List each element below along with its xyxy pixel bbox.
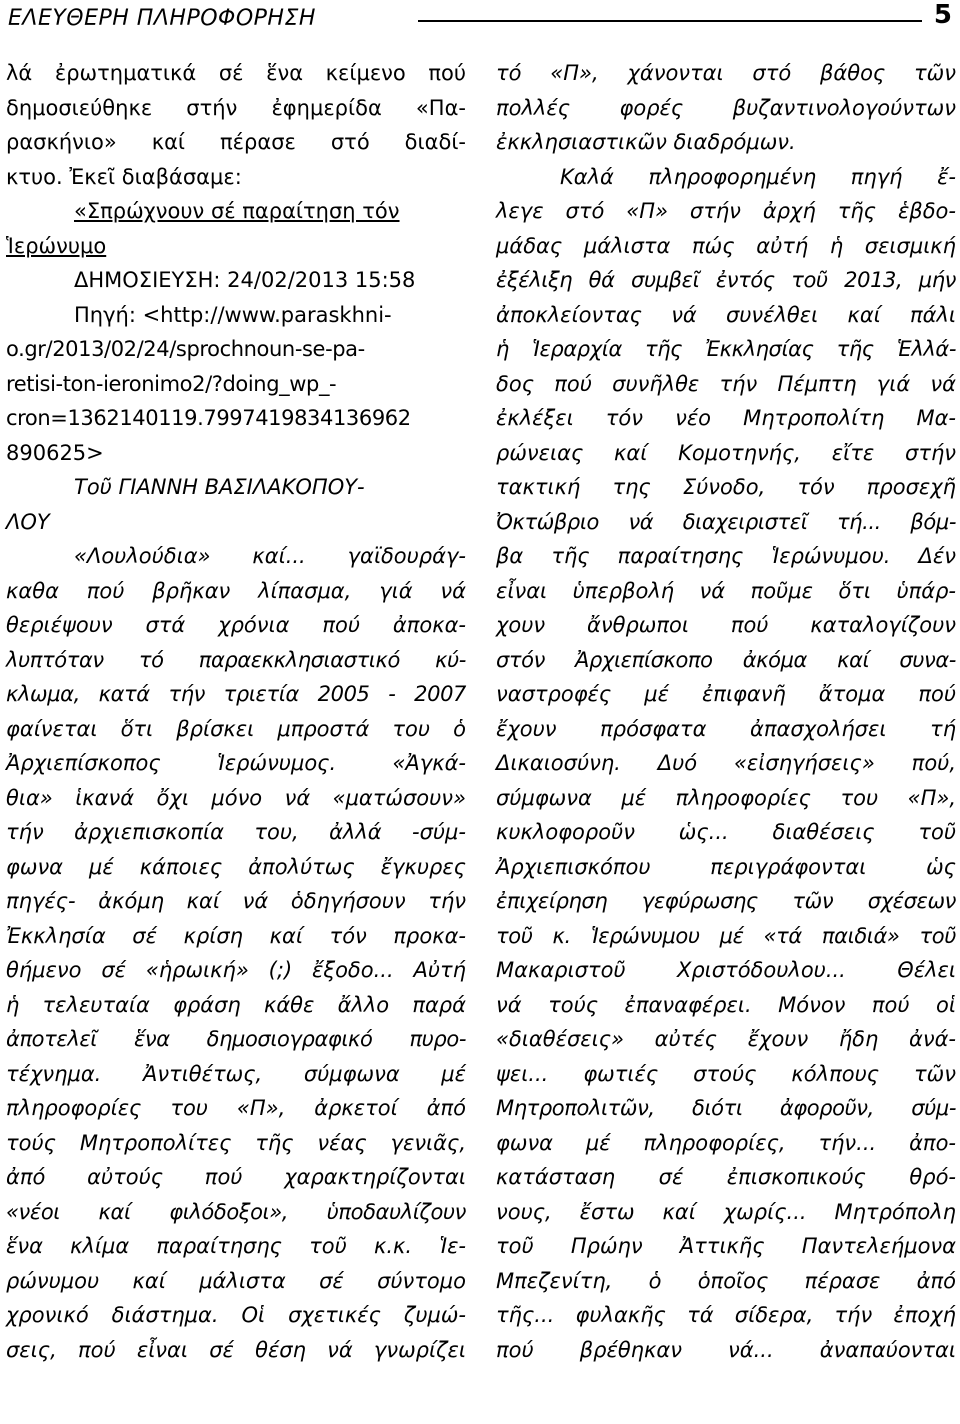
page-header [8, 0, 952, 40]
text-line: θεριέψουν στά χρόνια πού ἀποκα- [6, 613, 466, 637]
text-line: λυπτόταν τό παραεκκλησιαστικό κύ- [6, 647, 466, 672]
text-line: φωνα μέ πληροφορίες, τήν... ἀπο- [496, 1130, 956, 1155]
text-line: τό «Π», χάνονται στό βάθος τῶν [496, 61, 956, 85]
article-title-line: Ἱερώνυμο [6, 233, 107, 258]
text-line: χουν ἄνθρωποι πού καταλογίζουν [496, 613, 956, 637]
source-url-line: cron=1362140119.7997419834136962 [6, 406, 411, 430]
text-line: ναστροφές μέ ἐπιφανῆ ἄτομα πού [496, 682, 956, 706]
text-line: ἐπιχείρηση γεφύρωσης τῶν σχέσεων [496, 889, 956, 913]
source-url-line: 890625> [6, 440, 104, 465]
text-line: καθα πού βρῆκαν λίπασμα, γιά νά [6, 578, 466, 603]
text-line: φωνα μέ κάποιες ἀπολύτως ἔγκυρες [6, 854, 466, 879]
text-line: εἶναι ὑπερβολή νά ποῦμε ὅτι ὑπάρ- [496, 578, 956, 603]
page-number: 5 [933, 0, 952, 30]
text-line: τήν ἀρχιεπισκοπία του, ἀλλά -σύμ- [6, 820, 466, 844]
text-line: Ἀρχιεπισκόπου περιγράφονται ὡς [496, 854, 956, 879]
text-line: ἀποκλείοντας νά συνέλθει καί πάλι [496, 302, 956, 327]
text-line: νους, ἔστω καί χωρίς... Μητρόπολη [496, 1199, 956, 1224]
author-byline: ΛΟΥ [6, 509, 50, 534]
text-line: τοῦ Πρώην Ἀττικῆς Παντελεήμονα [496, 1234, 956, 1258]
article-title-line: «Σπρώχνουν σέ παραίτηση τόν [74, 199, 400, 223]
text-line: ἐκλέξει τόν νέο Μητροπολίτη Μα- [496, 406, 956, 430]
text-line: χρονικό διάστημα. Οἱ σχετικές ζυμώ- [6, 1303, 466, 1327]
text-line: Μακαριστοῦ Χριστόδουλου... Θέλει [496, 958, 956, 982]
text-line: τοῦ κ. Ἱερώνυμου μέ «τά παιδιά» τοῦ [496, 923, 956, 948]
left-column [6, 56, 466, 1367]
text-line: λά ἐρωτηματικά σέ ἕνα κείμενο πού [6, 61, 466, 85]
text-line: ἐκκλησιαστικῶν διαδρόμων. [496, 130, 796, 154]
source-url-line: o.gr/2013/02/24/sprochnoun-se-pa- [6, 337, 365, 361]
text-line: μάδας μάλιστα πώς αὐτή ἡ σεισμική [496, 233, 956, 258]
header-rule [418, 20, 922, 22]
text-line: πηγές- ἀκόμη καί νά ὁδηγήσουν τήν [6, 889, 466, 913]
text-line: δος πού συνῆλθε τήν Πέμπτη γιά νά [496, 371, 956, 396]
text-line: λεγε στό «Π» στήν ἀρχή τῆς ἑβδο- [496, 199, 956, 223]
text-line: Ἀρχιεπίσκοπος Ἱερώνυμος. «Ἀγκά- [6, 751, 466, 775]
source-line: Πηγή: <http://www.paraskhni- [74, 302, 392, 327]
text-line: κλωμα, κατά τήν τριετία 2005 - 2007 [6, 682, 466, 706]
text-line: Μητροπολιτῶν, διότι ἀφοροῦν, σύμ- [496, 1096, 956, 1120]
text-line: τέχνημα. Ἀντιθέτως, σύμφωνα μέ [6, 1061, 466, 1086]
text-line: Δικαιοσύνη. Δυό «εἰσηγήσεις» πού, [496, 751, 956, 775]
text-line: στόν Ἀρχιεπίσκοπο ἀκόμα καί συνα- [496, 647, 956, 672]
text-line: τακτική της Σύνοδο, τόν προσεχῆ [496, 475, 956, 499]
text-line: ρασκήνιο» καί πέρασε στό διαδί- [6, 130, 466, 154]
text-line: θια» ἱκανά ὄχι μόνο νά «ματώσουν» [6, 785, 466, 810]
text-line: ἡ Ἱεραρχία τῆς Ἐκκλησίας τῆς Ἑλλά- [496, 337, 956, 361]
text-line: «Λουλούδια» καί... γαϊδουράγ- [74, 544, 466, 568]
text-line: ἐξέλιξη θά συμβεῖ ἐντός τοῦ 2013, μήν [496, 268, 956, 292]
text-line: Ἐκκλησία σέ κρίση καί τόν προκα- [6, 923, 466, 948]
text-line: ἕνα κλίμα παραίτησης τοῦ κ.κ. Ἱε- [6, 1234, 466, 1258]
text-line: Μπεζενίτη, ὁ ὁποῖος πέρασε ἀπό [496, 1268, 956, 1293]
text-line: κατάσταση σέ ἐπισκοπικούς θρό- [496, 1165, 956, 1189]
newspaper-title: ΕΛΕΥΘΕΡΗ ΠΛΗΡΟΦΟΡΗΣΗ [8, 6, 316, 31]
text-line: τῆς... φυλακῆς τά σίδερα, τήν ἐποχή [496, 1303, 956, 1327]
text-line: ἀποτελεῖ ἕνα δημοσιογραφικό πυρο- [6, 1027, 466, 1051]
text-line: τούς Μητροπολίτες τῆς νέας γενιᾶς, [6, 1130, 466, 1155]
text-line: δημοσιεύθηκε στήν ἐφημερίδα «Πα- [6, 95, 466, 120]
text-line: Καλά πληροφορημένη πηγή ἔ- [560, 164, 956, 189]
text-line: «διαθέσεις» αὐτές ἔχουν ἤδη ἀνά- [496, 1027, 956, 1051]
text-line: πού βρέθηκαν νά... ἀναπαύονται [496, 1337, 956, 1362]
text-line: κυκλοφοροῦν ὡς... διαθέσεις τοῦ [496, 820, 956, 844]
text-line: ρώνειας καί Κομοτηνής, εἴτε στήν [496, 440, 956, 465]
text-line: νά τούς ἐπαναφέρει. Μόνον πού οἱ [496, 992, 956, 1017]
publication-date: ΔΗΜΟΣΙΕΥΣΗ: 24/02/2013 15:58 [74, 268, 416, 292]
text-line: βα τῆς παραίτησης Ἱερώνυμου. Δέν [496, 544, 956, 568]
text-line: φαίνεται ὅτι βρίσκει μπροστά του ὁ [6, 716, 466, 741]
text-line: πολλές φορές βυζαντινολογούντων [496, 95, 956, 120]
right-column [496, 56, 956, 1367]
text-line: ἀπό αὐτούς πού χαρακτηρίζονται [6, 1165, 466, 1189]
source-url-line: retisi-ton-ieronimo2/?doing_wp_- [6, 371, 337, 396]
text-line: θήμενο σέ «ἡρωική» (;) ἔξοδο... Αὐτή [6, 958, 466, 982]
text-line: σύμφωνα μέ πληροφορίες του «Π», [496, 785, 956, 810]
text-line: κτυο. Ἐκεῖ διαβάσαμε: [6, 164, 242, 189]
text-line: ρώνυμου καί μάλιστα σέ σύντομο [6, 1268, 466, 1293]
text-line: «νέοι καί φιλόδοξοι», ὑποδαυλίζουν [6, 1199, 466, 1224]
text-line: ψει... φωτιές στούς κόλπους τῶν [496, 1061, 956, 1086]
text-line: ἔχουν πρόσφατα ἀπασχολήσει τή [496, 716, 956, 741]
text-line: σεις, πού εἶναι σέ θέση νά γνωρίζει [6, 1337, 466, 1362]
text-line: ἡ τελευταία φράση κάθε ἄλλο παρά [6, 992, 466, 1017]
text-line: Ὀκτώβριο νά διαχειριστεῖ τή... βόμ- [496, 509, 956, 534]
text-line: πληροφορίες του «Π», ἀρκετοί ἀπό [6, 1096, 466, 1120]
author-byline: Τοῦ ΓΙΑΝΝΗ ΒΑΣΙΛΑΚΟΠΟΥ- [74, 475, 365, 499]
